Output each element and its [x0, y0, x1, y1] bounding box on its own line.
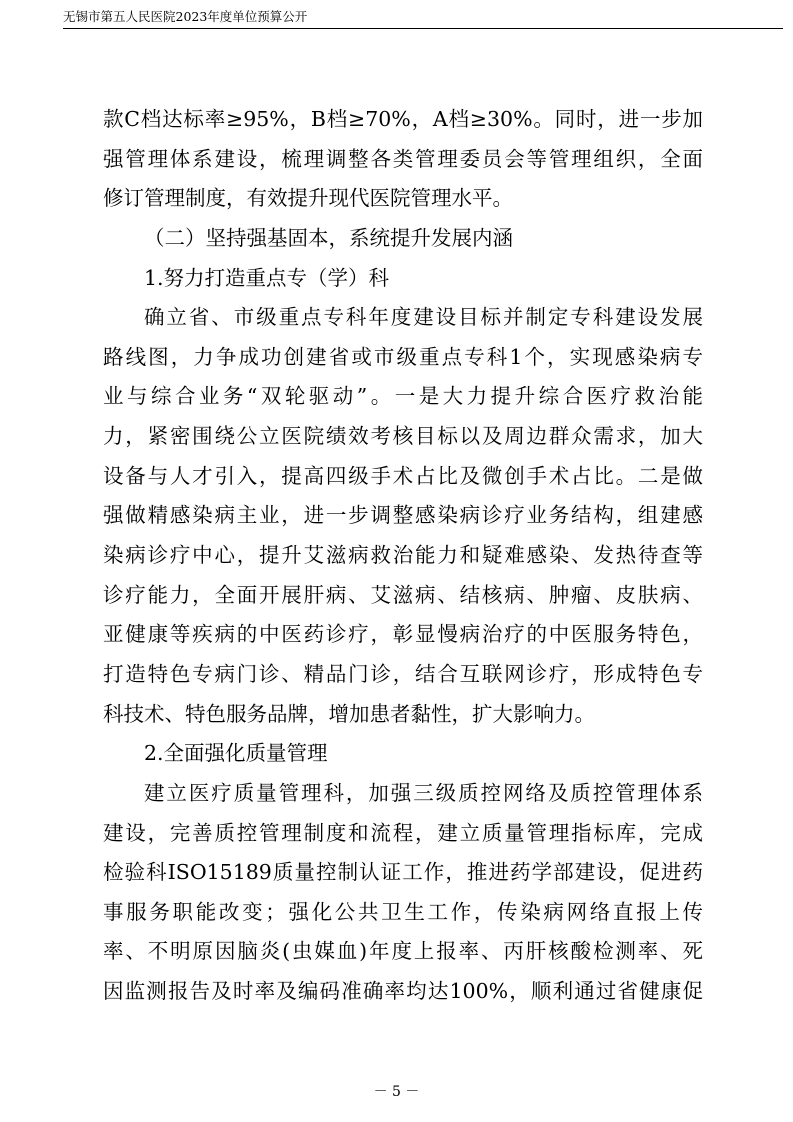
text-line: 因监测报告及时率及编码准确率均达100%，顺利通过省健康促: [103, 979, 703, 1004]
text-line: 款C档达标率≥95%，B档≥70%，A档≥30%。同时，进一步加: [103, 107, 703, 131]
text-line: 力，紧密围绕公立医院绩效考核目标以及周边群众需求，加大: [103, 424, 703, 449]
text-line: 打造特色专病门诊、精品门诊，结合互联网诊疗，形成特色专: [103, 661, 703, 686]
text-line: 设备与人才引入，提高四级手术占比及微创手术占比。二是做: [103, 463, 703, 488]
text-line: 确立省、市级重点专科年度建设目标并制定专科建设发展: [144, 305, 703, 330]
text-line: 强管理体系建设，梳理调整各类管理委员会等管理组织，全面: [103, 146, 703, 171]
page-header-title: 无锡市第五人民医院2023年度单位预算公开: [63, 9, 308, 24]
text-line: 1.努力打造重点专（学）科: [144, 265, 390, 290]
text-line: 诊疗能力，全面开展肝病、艾滋病、结核病、肿瘤、皮肤病、: [103, 582, 703, 607]
text-line: 亚健康等疾病的中医药诊疗，彰显慢病治疗的中医服务特色，: [103, 622, 703, 647]
text-line: （二）坚持强基固本，系统提升发展内涵: [144, 225, 513, 250]
text-line: 建设，完善质控管理制度和流程，建立质量管理指标库，完成: [103, 820, 703, 845]
text-line: 业与综合业务“双轮驱动”。一是大力提升综合医疗救治能: [103, 384, 703, 409]
header-divider: [63, 28, 783, 29]
text-line: 强做精感染病主业，进一步调整感染病诊疗业务结构，组建感: [103, 503, 703, 528]
text-line: 路线图，力争成功创建省或市级重点专科1个，实现感染病专: [103, 344, 703, 369]
text-line: 事服务职能改变；强化公共卫生工作，传染病网络直报上传: [103, 899, 703, 924]
text-line: 染病诊疗中心，提升艾滋病救治能力和疑难感染、发热待查等: [103, 543, 703, 568]
text-line: 率、不明原因脑炎(虫媒血)年度上报率、丙肝核酸检测率、死: [103, 939, 703, 964]
text-line: 2.全面强化质量管理: [144, 741, 328, 766]
document-body: [103, 100, 703, 1012]
text-line: 修订管理制度，有效提升现代医院管理水平。: [103, 186, 513, 211]
text-line: 检验科ISO15189质量控制认证工作，推进药学部建设，促进药: [103, 860, 703, 885]
text-line: 科技术、特色服务品牌，增加患者黏性，扩大影响力。: [103, 701, 595, 726]
text-line: 建立医疗质量管理科，加强三级质控网络及质控管理体系: [144, 780, 703, 805]
page-number: － 5 －: [373, 1084, 420, 1100]
